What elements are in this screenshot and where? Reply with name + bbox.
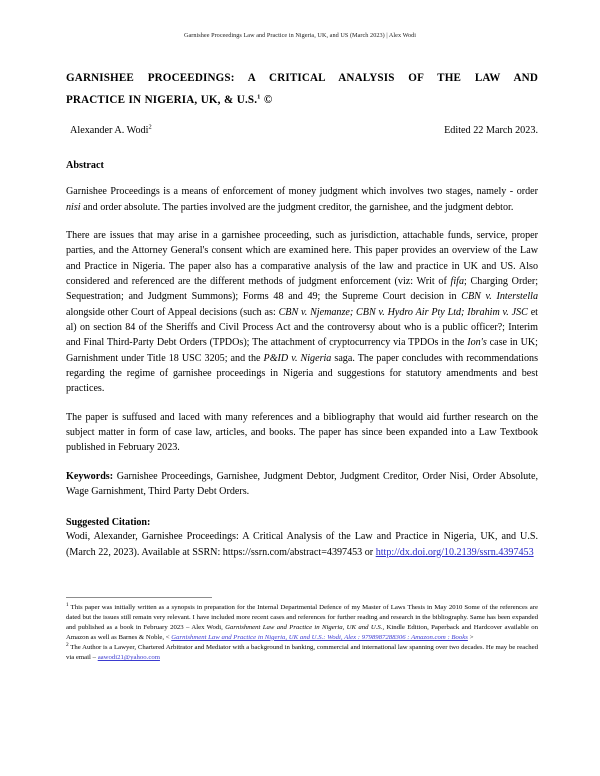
doi-link[interactable]: http://dx.doi.org/10.2139/ssrn.4397453 — [375, 546, 534, 558]
abstract-paragraph-3: The paper is suffused and laced with many references and a bibliography that would aid further research on the subject matter in form of case law, articles, and books. The paper has since been expanded into a Law Textbook published in February 2023. — [66, 411, 538, 454]
edited-date: Edited 22 March 2023. — [444, 125, 538, 137]
author-name — [70, 125, 152, 136]
keywords-paragraph — [66, 469, 538, 500]
footnote-separator-rule — [66, 597, 212, 598]
footnote-1-book-title: Garnishment Law and Practice in Nigeria, UK and U.S. — [225, 623, 383, 631]
suggested-citation-paragraph — [66, 529, 538, 560]
abstract-p2-part-c: alongside other Court of Appeal decisions (such as: — [66, 306, 279, 318]
abstract-p2-italic-case-list: CBN v. Njemanze; CBN v. Hydro Air Pty Ltd; Ibrahim v. JSC — [278, 306, 528, 318]
abstract-p2-italic-case-pid: P&ID v. Nigeria — [263, 352, 332, 364]
footnote-2 — [66, 643, 538, 663]
abstract-p2-italic-case-ions: Ion's — [467, 337, 487, 349]
abstract-p2-part-d: et al) on section 84 of the Sheriffs and Civil Process Act and the controversy about who is a public officer?; Interim and Final Third-Party Debt Orders (TPDOs); The attachment of cryptocurrency via TPDOs in the — [66, 306, 538, 349]
abstract-p1-part-b: and order absolute. The parties involved are the judgment creditor, the garnishee, and the judgment debtor. — [80, 201, 514, 213]
footnote-2-email-link[interactable]: aawodi21@yahoo.com — [97, 654, 160, 662]
footnote-2-text-a: The Author is a Lawyer, Chartered Arbitrator and Mediator with a background in banking, commercial and international law spanning over two decades. He may be reached via email – — [66, 644, 538, 662]
footnote-1-amazon-link[interactable]: Garnishment Law and Practice in Nigeria, UK and U.S.: Wodi, Alex : 9798987288306 : Amazon.com : Books — [171, 633, 468, 641]
abstract-p2-italic-case-interstella: CBN v. Interstella — [461, 291, 538, 303]
abstract-p1-italic-nisi: nisi — [66, 201, 81, 213]
title-footnote-marker: 1 — [257, 93, 261, 101]
footnotes-section — [66, 597, 538, 663]
abstract-p2-italic-fifa: fifa — [450, 276, 465, 288]
footnote-1-text-c: > — [467, 633, 474, 641]
author-name-text: Alexander A. Wodi — [70, 125, 149, 137]
suggested-citation-text: Wodi, Alexander, Garnishee Proceedings: A Critical Analysis of the Law and Practice in Nigeria, UK, and U.S. (March 22, 2023). Available at SSRN: https://ssrn.com/abstract=4397453 or — [66, 531, 538, 558]
abstract-paragraph-1 — [66, 184, 538, 215]
abstract-paragraph-2 — [66, 228, 538, 397]
title-line-2 — [66, 90, 538, 112]
author-row — [66, 125, 538, 136]
keywords-label: Keywords: — [66, 470, 114, 482]
suggested-citation-heading: Suggested Citation: — [66, 517, 151, 529]
document-content — [0, 68, 600, 560]
title-copyright-symbol: © — [260, 93, 273, 106]
page-title — [66, 68, 538, 111]
title-line-1: GARNISHEE PROCEEDINGS: A CRITICAL ANALYSIS OF THE LAW AND — [66, 72, 538, 85]
footnote-1-marker: 1 — [66, 601, 69, 608]
title-line-2-text: PRACTICE IN NIGERIA, UK, & U.S. — [66, 93, 258, 106]
abstract-heading: Abstract — [66, 160, 104, 172]
author-footnote-marker: 2 — [148, 124, 152, 132]
keywords-value: Garnishee Proceedings, Garnishee, Judgment Debtor, Judgment Creditor, Order Nisi, Order Absolute, Wage Garnishment, Third Party Debt Orders. — [66, 470, 538, 498]
running-header: Garnishee Proceedings Law and Practice in Nigeria, UK, and US (March 2023) | Alex Wodi — [183, 32, 417, 39]
footnote-2-marker: 2 — [66, 641, 69, 648]
footnote-1-text-b: , Kindle Edition, Paperback and Hardcover available on Amazon as well as Barnes & Noble, < — [66, 623, 538, 641]
abstract-p2-part-e: case in UK; Garnishment under Title 18 USC 3205; and the — [66, 337, 538, 364]
footnote-1-text-a: This paper was initially written as a synopsis in preparation for the Internal Departmental Defence of my Master of Laws Thesis in May 2010 Some of the references are dated but the issues still remain very relevant. I have included more recent cases and references for further reading and research in the bibliography. Same has been expanded and published as a book in February 2023 – Alex Wodi, — [66, 604, 538, 631]
footnote-1 — [66, 603, 538, 643]
abstract-p2-part-a: There are issues that may arise in a garnishee proceeding, such as jurisdiction, attachable funds, service, proper parties, and the Attorney General's consent which are examined here. This paper provides an overview of the Law and Practice in Nigeria. The paper also has a comparative analysis of the law and practice in UK and US. Also considered and referenced are the different methods of judgment enforcement (viz: Writ of — [66, 230, 538, 288]
abstract-p2-part-f: saga. The paper concludes with recommendations regarding the regime of garnishee proceedings in Nigeria and suggestions for statutory amendments and best practices. — [66, 352, 538, 395]
abstract-p1-part-a: Garnishee Proceedings is a means of enforcement of money judgment which involves two stages, namely - order — [66, 186, 538, 198]
abstract-p2-part-b: ; Charging Order; Sequestration; and Judgment Summons); Forms 48 and 49; the Supreme Court decision in — [66, 276, 539, 303]
